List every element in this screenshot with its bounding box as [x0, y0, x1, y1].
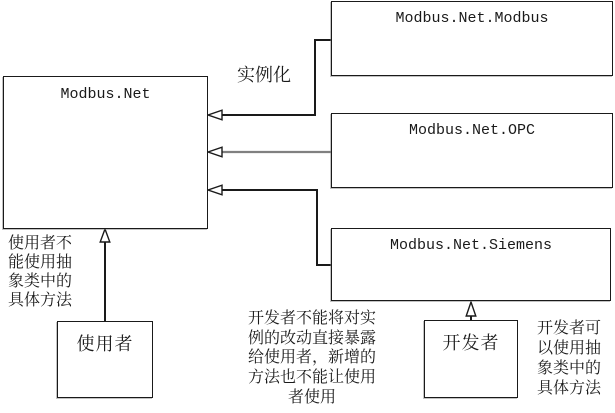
- generalization-arrowhead-siemens-icon: [208, 185, 222, 195]
- class-box-modbus-net-modbus-label: Modbus.Net.Modbus: [395, 10, 549, 27]
- developer-permission-note-line: 象类中的: [537, 360, 602, 377]
- class-box-modbus-net-opc-label: Modbus.Net.OPC: [408, 122, 536, 139]
- developer-restriction-note-line: 方法也不能让使用: [247, 369, 376, 387]
- developer-restriction-note-line: 者使用: [287, 388, 336, 406]
- actor-box-developer-label: 开发者: [442, 333, 500, 353]
- developer-permission-note-line: 开发者可: [537, 320, 602, 337]
- developer-restriction-note-line: 例的改动直接暴露: [247, 329, 376, 347]
- developer-restriction-note-line: 开发者不能将对实: [247, 310, 376, 327]
- user-restriction-note-line: 具体方法: [8, 292, 73, 309]
- instantiate-annotation: 实例化: [237, 65, 291, 85]
- developer-restriction-note: [244, 309, 380, 408]
- developer-restriction-note-line: 给使用者，新增的: [247, 349, 376, 367]
- connector-siemens-to-core: [222, 190, 331, 265]
- user-restriction-note-line: 使用者不: [8, 235, 73, 252]
- user-restriction-note-line: 能使用抽: [8, 254, 73, 271]
- actor-box-user: [57, 321, 153, 398]
- class-box-modbus-net-modbus: [331, 1, 613, 76]
- generalization-arrowhead-modbus-icon: [208, 110, 222, 120]
- actor-box-developer: [424, 320, 518, 398]
- class-box-modbus-net-opc: [331, 113, 613, 188]
- class-box-modbus-net-label: Modbus.Net: [60, 86, 151, 103]
- user-restriction-note-line: 象类中的: [8, 273, 73, 290]
- developer-permission-note: [537, 319, 607, 399]
- class-box-modbus-net: [3, 76, 208, 229]
- developer-permission-note-line: 以使用抽: [537, 340, 602, 357]
- generalization-arrowhead-user-icon: [100, 229, 110, 242]
- actor-box-user-label: 使用者: [76, 334, 134, 354]
- user-restriction-note: [8, 234, 78, 310]
- class-box-modbus-net-siemens: [331, 228, 611, 301]
- developer-permission-note-line: 具体方法: [537, 380, 602, 397]
- generalization-arrowhead-developer-icon: [466, 302, 476, 316]
- class-box-modbus-net-siemens-label: Modbus.Net.Siemens: [389, 237, 553, 254]
- generalization-arrowhead-opc-icon: [208, 147, 222, 157]
